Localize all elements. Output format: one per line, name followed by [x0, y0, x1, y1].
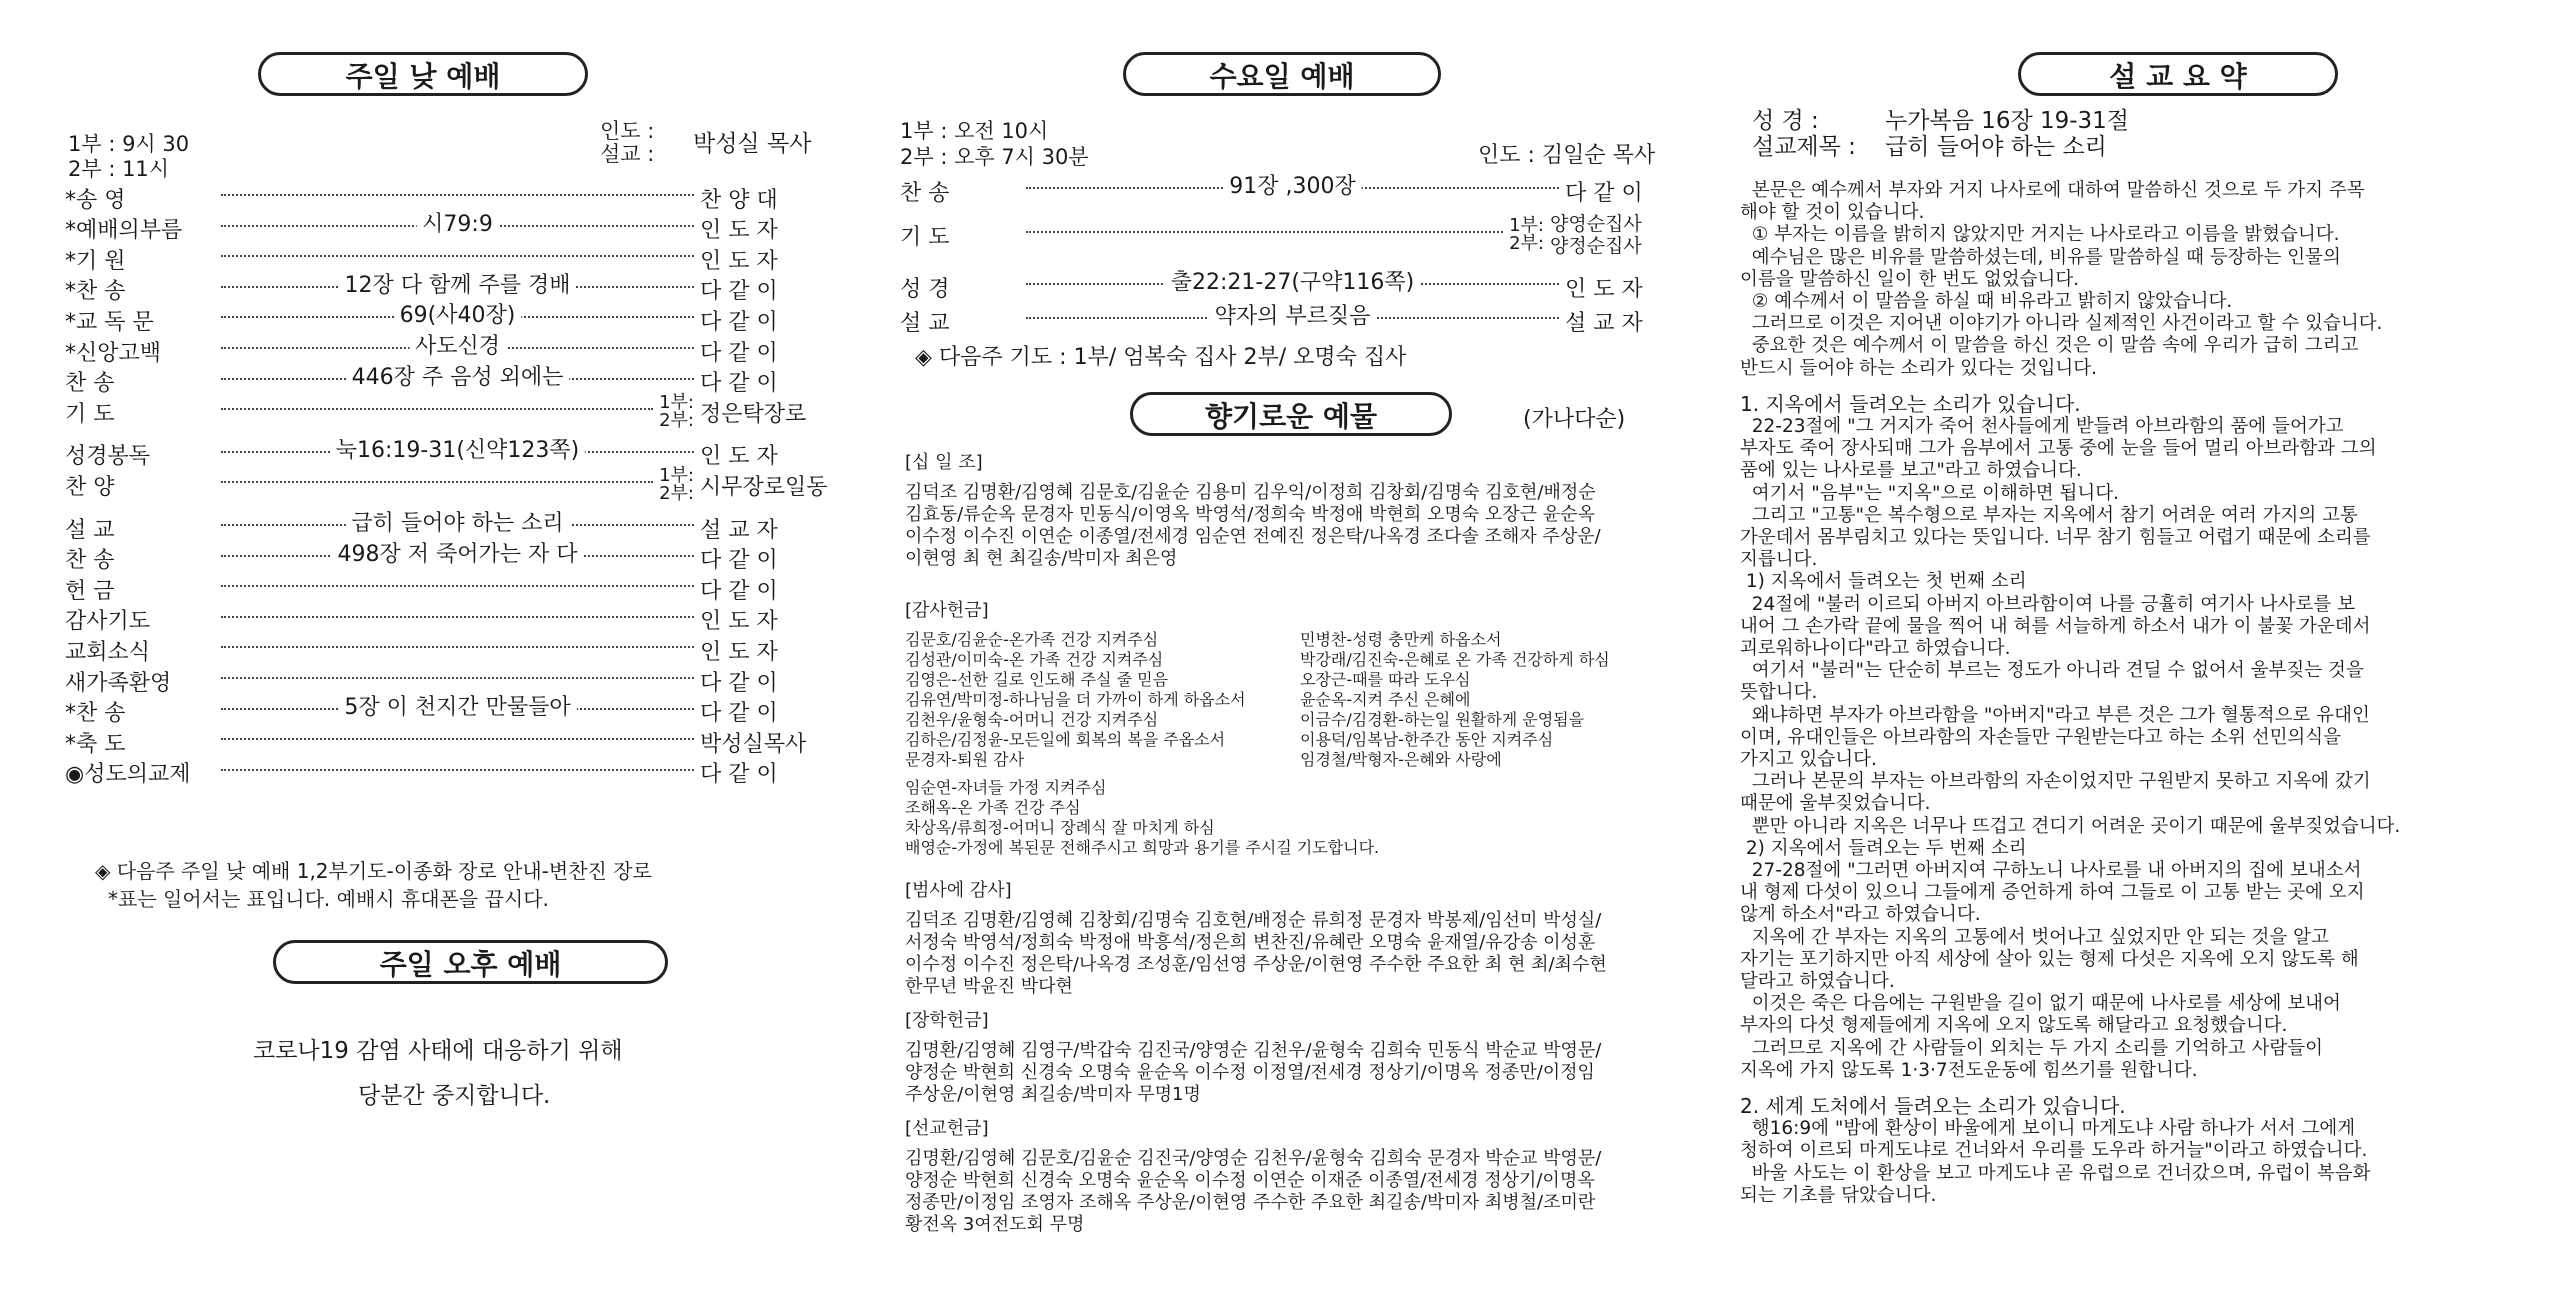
offering-section — [905, 1118, 1675, 1236]
offering-line: 조해옥-온 가족 건강 주심 — [905, 798, 1081, 817]
leader-dots — [1026, 174, 1559, 199]
offering-names: 김덕조 김명환/김영혜 김창회/김명숙 김호현/배정순 류희정 문경자 박봉제/임선미 박성실/ — [905, 910, 1602, 931]
sermon-line: 여기서 "음부"는 "지옥"으로 이해하면 됩니다. — [1740, 482, 2120, 504]
offering-heading: [십 일 조] — [905, 452, 983, 473]
part-labels — [1509, 217, 1544, 253]
offering-line: 문경자-퇴원 감사 — [905, 750, 1025, 769]
offering-line: 김문호/김윤순-온가족 건강 지켜주심 — [905, 630, 1159, 649]
sermon-line: 이것은 죽은 다음에는 구원받을 길이 없기 때문에 나사로를 세상에 보내어 — [1740, 993, 2341, 1015]
offering-column — [905, 630, 1280, 770]
sermon-line: ① 부자는 이름을 밝히지 않았지만 거지는 나사로라고 이름을 밝혔습니다. — [1740, 224, 2340, 246]
sermon-line: 왜냐하면 부자가 아브라함을 "아버지"라고 부른 것은 그가 혈통적으로 유대인 — [1740, 704, 2370, 726]
leader-dots — [221, 616, 694, 618]
sermon-point-heading: 1. 지옥에서 들려오는 소리가 있습니다. — [1740, 391, 2081, 416]
offering-names: 정종만/이정임 조영자 조해옥 주상운/이현영 주수한 주요한 최길송/박미자 최병철/조미란 — [905, 1192, 1596, 1213]
offering-heading: [범사에 감사] — [905, 880, 1012, 901]
sunday-order-row — [65, 694, 825, 727]
sermon-line: 부자의 다섯 형제들에게 지옥에 오지 않도록 해달라고 요청했습니다. — [1740, 1015, 2288, 1037]
order-item-person: 인 도 자 — [700, 218, 778, 244]
wednesday-time-2: 2부 : 오후 7시 30분 — [900, 145, 1089, 169]
offering-section — [905, 452, 1675, 570]
order-item-name: *교 독 문 — [65, 309, 154, 335]
sermon-line: 지옥에 간 부자는 지옥의 고통에서 벗어나고 싶었지만 안 되는 것을 알고 — [1740, 926, 2329, 948]
offering-line: 김영은-선한 길로 인도해 주실 줄 믿음 — [905, 670, 1169, 689]
scripture-label: 성 경 : — [1752, 108, 1819, 134]
afternoon-notice-1: 코로나19 감염 사태에 대응하기 위해 — [253, 1038, 623, 1064]
offering-line: 김하은/김정윤-모든일에 회복의 복을 주옵소서 — [905, 730, 1226, 749]
offering-line: 이금수/김경환-하는일 원활하게 운영됨을 — [1300, 710, 1585, 729]
sermon-line: 그러므로 이것은 지어낸 이야기가 아니라 실제적인 사건이라고 할 수 있습니다. — [1740, 313, 2383, 335]
order-item-detail: 5장 이 천지간 만물들아 — [338, 690, 576, 721]
wednesday-order-row — [900, 306, 1675, 336]
sermon-line: 27-28절에 "그러면 아버지여 구하노니 나사로를 내 아버지의 집에 보내소서 — [1740, 860, 2362, 881]
sunday-order-row — [65, 211, 825, 244]
order-item-person: 다 같 이 — [700, 762, 778, 788]
leader-dots — [221, 303, 694, 329]
order-item-person: 인 도 자 — [700, 444, 778, 470]
order-item-name: 감사기도 — [65, 609, 151, 635]
wednesday-time-1: 1부 : 오전 10시 — [900, 119, 1049, 143]
offering-line: 오장근-때를 따라 도우심 — [1300, 670, 1471, 689]
wednesday-leader: 인도 : 김일순 목사 — [1478, 143, 1656, 168]
part-2-person: 양정순집사 — [1550, 235, 1642, 257]
sunday-leader-label: 인도 : — [600, 119, 655, 143]
leader-dots — [221, 511, 694, 536]
order-item-name: 기 도 — [900, 224, 950, 250]
order-item-person: 박성실목사 — [700, 731, 807, 757]
sunday-preacher-label: 설교 : — [600, 142, 655, 166]
order-item-person: 다 같 이 — [700, 548, 778, 574]
sermon-line: 본문은 예수께서 부자와 거지 나사로에 대하여 말씀하신 것으로 두 가지 주목 — [1740, 180, 2365, 201]
sermon-line: 않게 하소서"라고 하였습니다. — [1740, 904, 1981, 926]
wednesday-next-prayer: ◈ 다음주 기도 : 1부/ 엄복숙 집사 2부/ 오명숙 집사 — [915, 345, 1407, 370]
leader-dots — [221, 481, 653, 483]
offering-names: 이현영 최 현 최길송/박미자 최은영 — [905, 548, 1178, 569]
sermon-point-heading: 2. 세계 도처에서 들려오는 소리가 있습니다. — [1740, 1094, 2126, 1118]
order-item-detail: 498장 저 죽어가는 자 다 — [332, 537, 584, 568]
order-item-name: 설 교 — [65, 517, 115, 543]
sunday-next-week-note: ◈ 다음주 주일 낮 예배 1,2부기도-이종화 장로 안내-변찬진 장로 — [95, 859, 652, 883]
order-item-name: *예배의부름 — [65, 218, 183, 244]
wednesday-order-row — [900, 176, 1675, 206]
order-item-person: 정은탁장로 — [700, 401, 807, 427]
offering-line: 박강래/김진숙-은혜로 온 가족 건강하게 하심 — [1300, 650, 1610, 669]
order-item-name: 찬 송 — [900, 180, 950, 206]
leader-dots — [221, 769, 694, 771]
order-item-name: 교회소식 — [65, 639, 151, 665]
sunday-order-row — [65, 605, 825, 635]
sermon-line: 가지고 있습니다. — [1740, 749, 1877, 770]
afternoon-notice-2: 당분간 중지합니다. — [358, 1083, 551, 1109]
order-item-detail: 약자의 부르짖음 — [1209, 299, 1377, 330]
order-item-name: 기 도 — [65, 401, 115, 427]
order-item-detail: 69(사40장) — [394, 298, 522, 329]
order-item-detail: 눅16:19-31(신약123쪽) — [330, 433, 586, 464]
order-item-name: 성 경 — [900, 276, 950, 302]
order-item-detail: 시79:9 — [416, 207, 499, 238]
wednesday-order-row — [900, 272, 1675, 302]
order-item-name: *축 도 — [65, 731, 126, 757]
sermon-line: 이름을 말씀하신 일이 한 번도 없었습니다. — [1740, 268, 2080, 290]
sermon-line: ② 예수께서 이 말씀을 하실 때 비유라고 밝히지 않았습니다. — [1740, 291, 2233, 312]
sunday-order-row — [65, 541, 825, 574]
sermon-line: 부자도 죽어 장사되매 그가 음부에서 고통 중에 눈을 들어 멀리 아브라함과 그의 — [1740, 438, 2377, 460]
order-item-person: 찬 양 대 — [700, 187, 778, 213]
part-labels — [659, 467, 694, 503]
leader-dots — [1026, 304, 1559, 329]
leader-dots — [221, 738, 694, 740]
order-item-name: ◉성도의교제 — [65, 762, 191, 788]
order-item-detail: 446장 주 음성 외에는 — [346, 360, 570, 391]
offering-line: 김성관/이미숙-온 가족 건강 지켜주심 — [905, 650, 1164, 669]
order-item-name: 성경봉독 — [65, 444, 151, 470]
leader-dots — [221, 541, 694, 567]
order-person-name: 인 도 자 — [1565, 276, 1643, 302]
offering-names: 서정숙 박영석/정희숙 박정애 박흥석/정은희 변찬진/유혜란 오명숙 윤재열/유강송 이성훈 — [905, 932, 1596, 953]
offering-section — [905, 880, 1675, 998]
order-item-person — [1565, 176, 1675, 207]
sermon-line: 뿐만 아니라 지옥은 너무나 뜨겁고 견디기 어려운 곳이기 때문에 울부짖었습니다. — [1740, 815, 2401, 837]
order-item-name: *신앙고백 — [65, 340, 162, 366]
leader-dots — [221, 585, 694, 587]
order-item-person: 다 같 이 — [700, 701, 778, 727]
offering-line: 이용덕/임복남-한주간 동안 지켜주심 — [1300, 730, 1554, 749]
sunday-time-1: 1부 : 9시 30 — [68, 132, 190, 156]
sermon-line: 예수님은 많은 비유를 말씀하셨는데, 비유를 말씀하실 때 등장하는 인물의 — [1740, 246, 2341, 268]
offering-heading: [선교헌금] — [905, 1118, 989, 1139]
leader-dots — [221, 272, 694, 298]
sermon-title: 급히 들어야 하는 소리 — [1885, 134, 2107, 160]
offering-heading: [장학헌금] — [905, 1010, 989, 1031]
leader-dots — [1026, 270, 1559, 295]
sermon-line: 1) 지옥에서 들려오는 첫 번째 소리 — [1740, 571, 2027, 593]
order-item-detail: 급히 들어야 하는 소리 — [345, 506, 569, 537]
order-item-person: 인 도 자 — [700, 609, 778, 635]
leader-dots — [221, 194, 694, 196]
order-item-name: 헌 금 — [65, 578, 115, 604]
offering-line: 김천우/윤형숙-어머니 건강 지켜주심 — [905, 710, 1159, 729]
offering-names: 김덕조 김명환/김영혜 김문호/김윤순 김용미 김우익/이정희 김창회/김명숙 김호현/배정순 — [905, 482, 1596, 503]
leader-dots — [221, 334, 694, 359]
order-item-person: 다 같 이 — [700, 578, 778, 604]
order-person-name: 설 교 자 — [1565, 310, 1643, 336]
part-2-label: 2부: — [659, 483, 694, 505]
sermon-summary-title: 설 교 요 약 — [2018, 52, 2338, 96]
sermon-line: 2) 지옥에서 들려오는 두 번째 소리 — [1740, 837, 2027, 859]
offering-section — [905, 1010, 1675, 1106]
sermon-line: 품에 있는 나사로를 보고"라고 하였습니다. — [1740, 460, 2082, 482]
order-item-person: 설 교 자 — [700, 517, 778, 543]
order-item-person: 다 같 이 — [700, 279, 778, 305]
offering-column — [1300, 630, 1675, 770]
sermon-line: 이며, 유대인들은 아브라함의 자손들만 구원받는다고 하는 소위 선민의식을 — [1740, 726, 2342, 748]
sermon-line: 24절에 "불러 이르되 아버지 아브라함이여 나를 긍휼히 여기사 나사로를 보 — [1740, 593, 2355, 615]
order-person-name: 다 같 이 — [1565, 180, 1643, 206]
sermon-line: 내어 그 손가락 끝에 물을 찍어 내 혀를 서늘하게 하소서 내가 이 불꽃 가운데서 — [1740, 615, 2371, 637]
offering-names: 주상운/이현영 최길송/박미자 무명1명 — [905, 1084, 1201, 1105]
sermon-line: 가운데서 몸부림치고 있다는 뜻입니다. 너무 참기 힘들고 어렵기 때문에 소리를 — [1740, 527, 2371, 548]
offering-line: 임순연-자녀들 가정 지켜주심 — [905, 778, 1107, 797]
offering-line: 배영순-가정에 복된문 전해주시고 희망과 용기를 주시길 기도합니다. — [905, 838, 1380, 857]
offering-line: 임경철/박형자-은혜와 사랑에 — [1300, 750, 1502, 769]
sermon-line: 중요한 것은 예수께서 이 말씀을 하신 것은 이 말씀 속에 우리가 급히 그리고 — [1740, 335, 2359, 357]
order-item-person: 시무장로일동 — [700, 474, 828, 500]
order-item-name: 찬 양 — [65, 474, 115, 500]
leader-dots — [221, 437, 694, 463]
offering-names: 이수정 이수진 이연순 이종열/전세경 임순연 전예진 정은탁/나옥경 조다솔 조해자 주상운/ — [905, 526, 1601, 547]
sermon-line: 내 형제 다섯이 있으니 그들에게 증언하게 하여 그들로 이 고통 받는 곳에 오지 — [1740, 882, 2365, 904]
offering-names: 황전옥 3여전도회 무명 — [905, 1214, 1085, 1235]
sunday-order-row — [65, 364, 825, 397]
leader-dots — [1026, 231, 1503, 233]
sunday-order-row — [65, 727, 825, 757]
order-item-name: *찬 송 — [65, 701, 126, 727]
leader-dots — [221, 255, 694, 257]
part-1-person: 양영순집사 — [1550, 213, 1642, 235]
order-item-name: *기 원 — [65, 248, 126, 274]
offering-names: 김명환/김영혜 김영구/박갑숙 김진국/양영순 김천우/윤형숙 김희숙 민동식 박순교 박영문/ — [905, 1040, 1602, 1061]
wednesday-order-row — [900, 213, 1675, 257]
order-item-person: 인 도 자 — [700, 639, 778, 665]
order-item-name: *찬 송 — [65, 279, 126, 305]
sermon-line: 그리고 "고통"은 복수형으로 부자는 지옥에서 참기 어려운 여러 가지의 고통 — [1740, 504, 2358, 526]
offering-section — [905, 600, 1675, 858]
offerings-order-note: (가나다순) — [1523, 407, 1626, 432]
sermon-line: 뜻합니다. — [1740, 682, 1818, 704]
sermon-line: 행16:9에 "밤에 환상이 바울에게 보이니 마게도냐 사람 하나가 서서 그에게 — [1740, 1118, 2356, 1140]
order-item-name: *송 영 — [65, 187, 126, 213]
order-item-person: 다 같 이 — [700, 670, 778, 696]
order-item-person — [1565, 306, 1675, 337]
sunday-order-row — [65, 574, 825, 604]
sermon-line: 반드시 들어야 하는 소리가 있다는 것입니다. — [1740, 357, 2097, 379]
part-1-label: 1부: — [1509, 215, 1544, 236]
sermon-line: 달라고 하였습니다. — [1740, 971, 1895, 992]
scripture-ref: 누가복음 16장 19-31절 — [1885, 108, 2130, 134]
leader-dots — [221, 646, 694, 648]
sermon-line: 지옥에 가지 않도록 1·3·7전도운동에 힘쓰기를 원합니다. — [1740, 1059, 2198, 1081]
part-1-label: 1부: — [659, 392, 694, 414]
leader-dots — [221, 211, 694, 237]
standing-note: *표는 일어서는 표입니다. 예배시 휴대폰을 끕시다. — [108, 887, 549, 911]
sermon-line: 자기는 포기하지만 아직 세상에 살아 있는 형제 다섯은 지옥에 오지 않도록 해 — [1740, 948, 2359, 970]
order-item-detail: 12장 다 함께 주를 경배 — [339, 268, 577, 299]
leader-dots — [221, 364, 694, 390]
offering-names: 김명환/김영혜 김문호/김윤순 김진국/양영순 김천우/윤형숙 김희숙 문경자 박순교 박영문/ — [905, 1148, 1602, 1169]
part-labels — [659, 394, 694, 430]
sermon-line: 그러므로 지옥에 간 사람들이 외치는 두 가지 소리를 기억하고 사람들이 — [1740, 1037, 2323, 1059]
sermon-line: 여기서 "불러"는 단순히 부르는 정도가 아니라 견딜 수 없어서 울부짖는 것을 — [1740, 660, 2364, 682]
offering-columns — [905, 630, 1675, 770]
leader-dots — [221, 677, 694, 679]
offering-names: 김효동/류순옥 문경자 민동식/이영옥 박영석/정희숙 박정애 박현희 오명숙 오장근 윤순옥 — [905, 504, 1595, 525]
sermon-line: 괴로워하나이다"라고 하였습니다. — [1740, 638, 2011, 659]
leader-dots — [221, 408, 653, 410]
sermon-line: 되는 기초를 닦았습니다. — [1740, 1184, 1937, 1206]
part-2-label: 2부: — [1509, 233, 1544, 254]
offering-names: 이수정 이수진 정은탁/나옥경 조성훈/임선영 주상운/이현영 주수한 주요한 최 현 최/최수현 — [905, 954, 1607, 975]
wednesday-service-title: 수요일 예배 — [1123, 52, 1441, 96]
order-item-detail: 91장 ,300장 — [1223, 169, 1361, 200]
sermon-title-label: 설교제목 : — [1752, 134, 1856, 160]
sunday-order-row — [65, 635, 825, 665]
sunday-service-title: 주일 낮 예배 — [258, 52, 588, 96]
order-item-detail: 출22:21-27(구약116쪽) — [1165, 265, 1421, 296]
sunday-order-row — [65, 392, 825, 432]
sermon-line: 22-23절에 "그 거지가 죽어 천사들에게 받들려 아브라함의 품에 들어가고 — [1740, 416, 2344, 437]
order-item-person — [1550, 213, 1675, 257]
offering-line: 윤순옥-지켜 주신 은혜에 — [1300, 690, 1471, 709]
sunday-leader-name: 박성실 목사 — [693, 131, 812, 157]
order-item-person: 다 같 이 — [700, 309, 778, 335]
order-item-name: 설 교 — [900, 310, 950, 336]
offering-line: 차상옥/류희정-어머니 장례식 잘 마치게 하심 — [905, 818, 1215, 837]
part-1-label: 1부: — [659, 465, 694, 487]
order-item-person: 다 같 이 — [700, 371, 778, 397]
sermon-line: 바울 사도는 이 환상을 보고 마게도냐 곧 유럽으로 건너갔으며, 유럽이 복음화 — [1740, 1162, 2371, 1184]
order-item-detail: 사도신경 — [409, 329, 506, 360]
offerings-title: 향기로운 예물 — [1130, 392, 1452, 436]
order-item-name: 새가족환영 — [65, 670, 172, 696]
part-2-label: 2부: — [659, 410, 694, 432]
offering-line: 김유연/박미정-하나님을 더 가까이 하게 하옵소서 — [905, 690, 1246, 709]
offering-heading: [감사헌금] — [905, 600, 989, 621]
order-item-person: 다 같 이 — [700, 340, 778, 366]
order-item-person — [1565, 272, 1675, 303]
order-item-name: 찬 송 — [65, 548, 115, 574]
sermon-line: 청하여 이르되 마게도냐로 건너와서 우리를 도우라 하거늘"이라고 하였습니다. — [1740, 1140, 2368, 1162]
offering-names: 양정순 박현희 신경숙 오명숙 윤순옥 이수정 이연순 이재준 이종열/전세경 정상기/이명옥 — [905, 1170, 1595, 1191]
sermon-line: 때문에 울부짖었습니다. — [1740, 793, 1931, 815]
offering-names: 한무년 박윤진 박다현 — [905, 976, 1073, 997]
sunday-afternoon-title: 주일 오후 예배 — [273, 940, 668, 984]
sunday-order-row — [65, 437, 825, 470]
sunday-order-row — [65, 758, 825, 788]
sermon-line: 그러나 본문의 부자는 아브라함의 자손이었지만 구원받지 못하고 지옥에 갔기 — [1740, 771, 2371, 793]
order-item-name: 찬 송 — [65, 371, 115, 397]
sermon-line: 해야 할 것이 있습니다. — [1740, 202, 1925, 224]
sunday-time-2: 2부 : 11시 — [68, 157, 170, 181]
offering-names: 양정순 박현희 신경숙 오명숙 윤순옥 이수정 이정열/전세경 정상기/이명옥 정종만/이정임 — [905, 1062, 1595, 1083]
offering-line: 민병찬-성령 충만케 하옵소서 — [1300, 630, 1502, 649]
sunday-order-row — [65, 465, 828, 505]
order-item-person: 인 도 자 — [700, 248, 778, 274]
leader-dots — [221, 694, 694, 720]
sermon-line: 지릅니다. — [1740, 549, 1818, 571]
